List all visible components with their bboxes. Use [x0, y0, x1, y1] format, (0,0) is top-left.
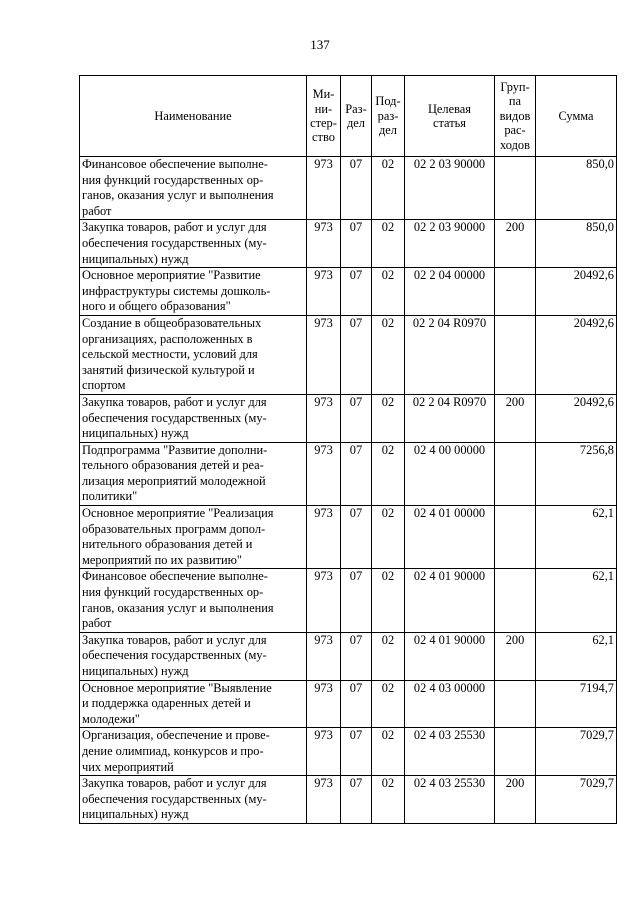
header-group: Груп- па видов рас- ходов — [495, 76, 536, 157]
row-sum: 20492,6 — [536, 268, 617, 316]
row-group — [495, 157, 536, 220]
row-ministry: 973 — [307, 569, 341, 632]
row-subsection: 02 — [372, 268, 405, 316]
header-row — [80, 76, 617, 157]
row-ministry: 973 — [307, 442, 341, 505]
table-row — [80, 506, 617, 569]
row-subsection: 02 — [372, 680, 405, 728]
table-row — [80, 268, 617, 316]
row-group — [495, 506, 536, 569]
row-sum: 7029,7 — [536, 728, 617, 776]
row-sum: 7256,8 — [536, 442, 617, 505]
row-name: Основное мероприятие "Развитие инфраструктуры системы дошколь- ного и общего образования" — [80, 268, 307, 316]
row-section: 07 — [341, 394, 372, 442]
row-ministry: 973 — [307, 157, 341, 220]
row-subsection: 02 — [372, 776, 405, 824]
row-sum: 62,1 — [536, 506, 617, 569]
row-name: Закупка товаров, работ и услуг для обеспечения государственных (му- ниципальных) нужд — [80, 220, 307, 268]
row-target: 02 4 03 00000 — [405, 680, 495, 728]
table-row — [80, 776, 617, 824]
row-target: 02 4 03 25530 — [405, 776, 495, 824]
row-ministry: 973 — [307, 506, 341, 569]
row-ministry: 973 — [307, 776, 341, 824]
row-target: 02 4 00 00000 — [405, 442, 495, 505]
row-name: Создание в общеобразовательных организациях, расположенных в сельской местности, условий для занятий физической культурой и спортом — [80, 315, 307, 394]
table-row — [80, 157, 617, 220]
row-group — [495, 268, 536, 316]
table-row — [80, 569, 617, 632]
row-group — [495, 728, 536, 776]
row-section: 07 — [341, 506, 372, 569]
row-section: 07 — [341, 728, 372, 776]
row-ministry: 973 — [307, 268, 341, 316]
row-name: Финансовое обеспечение выполне- ния функций государственных ор- ганов, оказания услуг и выполнения работ — [80, 157, 307, 220]
row-section: 07 — [341, 569, 372, 632]
row-section: 07 — [341, 442, 372, 505]
row-sum: 20492,6 — [536, 315, 617, 394]
row-name: Закупка товаров, работ и услуг для обеспечения государственных (му- ниципальных) нужд — [80, 632, 307, 680]
row-ministry: 973 — [307, 680, 341, 728]
row-section: 07 — [341, 268, 372, 316]
row-subsection: 02 — [372, 220, 405, 268]
table-row — [80, 728, 617, 776]
row-subsection: 02 — [372, 569, 405, 632]
row-section: 07 — [341, 632, 372, 680]
row-group: 200 — [495, 632, 536, 680]
row-name: Основное мероприятие "Выявление и поддержка одаренных детей и молодежи" — [80, 680, 307, 728]
row-group — [495, 315, 536, 394]
table-row — [80, 442, 617, 505]
header-section: Раз- дел — [341, 76, 372, 157]
row-name: Подпрограмма "Развитие дополни- тельного образования детей и реа- лизация мероприятий молодежной политики" — [80, 442, 307, 505]
header-subsection: Под- раз- дел — [372, 76, 405, 157]
row-subsection: 02 — [372, 632, 405, 680]
row-name: Закупка товаров, работ и услуг для обеспечения государственных (му- ниципальных) нужд — [80, 776, 307, 824]
row-group: 200 — [495, 220, 536, 268]
row-section: 07 — [341, 157, 372, 220]
header-sum: Сумма — [536, 76, 617, 157]
row-sum: 850,0 — [536, 220, 617, 268]
header-ministry: Ми- ни- стер- ство — [307, 76, 341, 157]
row-name: Закупка товаров, работ и услуг для обеспечения государственных (му- ниципальных) нужд — [80, 394, 307, 442]
row-ministry: 973 — [307, 220, 341, 268]
row-name: Организация, обеспечение и прове- дение олимпиад, конкурсов и про- чих мероприятий — [80, 728, 307, 776]
table-row — [80, 220, 617, 268]
row-ministry: 973 — [307, 394, 341, 442]
row-group — [495, 442, 536, 505]
table-row — [80, 315, 617, 394]
row-section: 07 — [341, 776, 372, 824]
row-sum: 850,0 — [536, 157, 617, 220]
row-sum: 7029,7 — [536, 776, 617, 824]
row-target: 02 4 01 90000 — [405, 632, 495, 680]
row-subsection: 02 — [372, 394, 405, 442]
table-row — [80, 632, 617, 680]
row-group: 200 — [495, 776, 536, 824]
row-group — [495, 680, 536, 728]
row-target: 02 4 01 90000 — [405, 569, 495, 632]
row-target: 02 2 03 90000 — [405, 220, 495, 268]
row-target: 02 4 03 25530 — [405, 728, 495, 776]
row-subsection: 02 — [372, 442, 405, 505]
row-section: 07 — [341, 220, 372, 268]
row-subsection: 02 — [372, 506, 405, 569]
header-name: Наименование — [80, 76, 307, 157]
row-sum: 7194,7 — [536, 680, 617, 728]
row-name: Основное мероприятие "Реализация образовательных программ допол- нительного образования детей и мероприятий по их развитию" — [80, 506, 307, 569]
row-subsection: 02 — [372, 157, 405, 220]
row-ministry: 973 — [307, 728, 341, 776]
row-subsection: 02 — [372, 315, 405, 394]
table-row — [80, 680, 617, 728]
row-ministry: 973 — [307, 315, 341, 394]
row-target: 02 2 04 R0970 — [405, 315, 495, 394]
row-group: 200 — [495, 394, 536, 442]
budget-table — [79, 75, 617, 824]
header-target: Целевая статья — [405, 76, 495, 157]
page-number: 137 — [310, 37, 330, 52]
row-subsection: 02 — [372, 728, 405, 776]
row-target: 02 2 03 90000 — [405, 157, 495, 220]
row-section: 07 — [341, 315, 372, 394]
row-sum: 20492,6 — [536, 394, 617, 442]
row-sum: 62,1 — [536, 569, 617, 632]
row-target: 02 2 04 R0970 — [405, 394, 495, 442]
row-sum: 62,1 — [536, 632, 617, 680]
row-section: 07 — [341, 680, 372, 728]
row-name: Финансовое обеспечение выполне- ния функций государственных ор- ганов, оказания услуг и выполнения работ — [80, 569, 307, 632]
row-target: 02 4 01 00000 — [405, 506, 495, 569]
row-target: 02 2 04 00000 — [405, 268, 495, 316]
row-ministry: 973 — [307, 632, 341, 680]
row-group — [495, 569, 536, 632]
table-row — [80, 394, 617, 442]
